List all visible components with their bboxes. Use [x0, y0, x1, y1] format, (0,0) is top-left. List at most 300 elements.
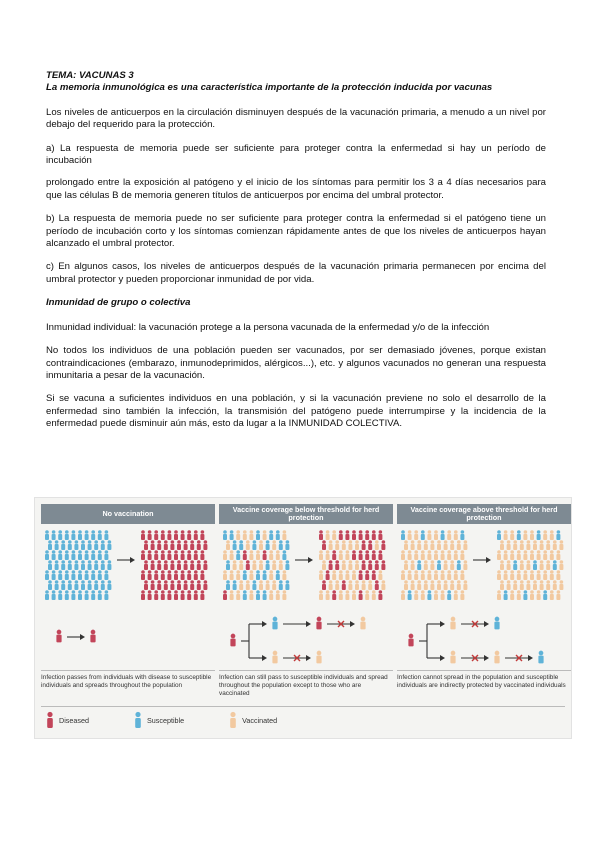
- person-icon: [523, 530, 527, 540]
- person-icon: [427, 590, 431, 600]
- person-icon: [223, 590, 227, 600]
- person-icon: [414, 590, 418, 600]
- person-icon: [447, 590, 451, 600]
- person-icon: [500, 560, 504, 570]
- population-illustration: [397, 524, 571, 670]
- person-icon: [359, 590, 363, 600]
- panel-caption: Infection can still pass to susceptible individuals and spread throughout the population except to those who are vaccinated: [219, 670, 393, 704]
- person-icon: [421, 530, 425, 540]
- person-icon: [550, 570, 554, 580]
- person-icon: [444, 540, 448, 550]
- person-icon: [233, 540, 237, 550]
- person-icon: [98, 530, 102, 540]
- person-icon: [430, 580, 434, 590]
- person-icon: [319, 550, 323, 560]
- person-icon: [365, 550, 369, 560]
- person-icon: [537, 570, 541, 580]
- person-icon: [91, 570, 95, 580]
- person-icon: [223, 550, 227, 560]
- person-icon: [167, 550, 171, 560]
- paragraph: a) La respuesta de memoria puede ser suficiente para proteger contra la enfermedad si hay un período de incubación: [46, 142, 546, 167]
- paragraph: Inmunidad individual: la vacunación protege a la persona vacunada de la enfermedad y/o de la infección: [46, 321, 490, 333]
- person-icon: [177, 560, 181, 570]
- person-icon: [359, 530, 363, 540]
- person-icon: [157, 580, 161, 590]
- legend-item-vaccinated: [228, 711, 277, 729]
- person-icon: [342, 540, 346, 550]
- person-icon: [520, 560, 524, 570]
- person-icon: [345, 530, 349, 540]
- person-icon: [161, 530, 165, 540]
- person-icon: [335, 560, 339, 570]
- person-icon: [71, 530, 75, 540]
- person-icon: [167, 530, 171, 540]
- person-icon: [359, 570, 363, 580]
- person-icon: [187, 530, 191, 540]
- person-icon: [441, 570, 445, 580]
- person-icon: [164, 540, 168, 550]
- section-title: Inmunidad de grupo o colectiva: [46, 297, 191, 309]
- person-icon: [454, 570, 458, 580]
- transmission-arrow: [473, 557, 491, 563]
- person-icon: [526, 540, 530, 550]
- person-icon: [282, 570, 286, 580]
- person-icon: [460, 530, 464, 540]
- person-icon: [332, 530, 336, 540]
- person-icon: [55, 580, 59, 590]
- person-icon: [263, 550, 267, 560]
- person-icon: [550, 590, 554, 600]
- person-icon: [326, 590, 330, 600]
- person-icon: [181, 530, 185, 540]
- person-icon: [497, 590, 501, 600]
- person-icon: [375, 560, 379, 570]
- person-icon: [530, 530, 534, 540]
- person-icon: [282, 530, 286, 540]
- panel-no-vaccination: [41, 504, 215, 700]
- person-icon: [74, 560, 78, 570]
- person-icon: [441, 550, 445, 560]
- person-icon: [460, 590, 464, 600]
- person-icon: [226, 540, 230, 550]
- herd-immunity-figure: [34, 497, 572, 739]
- person-icon: [352, 530, 356, 540]
- person-icon: [427, 550, 431, 560]
- legend-label: Susceptible: [146, 715, 185, 725]
- person-icon: [316, 617, 321, 630]
- person-icon: [533, 580, 537, 590]
- person-icon: [517, 530, 521, 540]
- person-icon: [52, 550, 56, 560]
- person-icon: [543, 570, 547, 580]
- person-icon: [510, 550, 514, 560]
- person-icon: [526, 580, 530, 590]
- person-icon: [256, 570, 260, 580]
- person-icon: [184, 580, 188, 590]
- person-icon: [411, 580, 415, 590]
- person-icon: [74, 540, 78, 550]
- person-icon: [203, 580, 207, 590]
- person-icon: [148, 570, 152, 580]
- person-icon: [360, 617, 365, 630]
- person-icon: [368, 540, 372, 550]
- person-icon: [375, 580, 379, 590]
- person-icon: [157, 540, 161, 550]
- person-icon: [45, 711, 55, 729]
- person-icon: [523, 590, 527, 600]
- person-icon: [550, 550, 554, 560]
- person-icon: [279, 540, 283, 550]
- person-icon: [161, 570, 165, 580]
- person-icon: [408, 550, 412, 560]
- person-icon: [463, 540, 467, 550]
- paragraph: No todos los individuos de una población pueden ser vacunados, por ser demasiado jóvenes, porque existan contraindicaciones (embarazo, inmunodeprimidos, alérgicos...), etc. y algunos vacunados no generan una respuesta inmunitaria a pesar de la vacunación.: [46, 345, 546, 381]
- person-icon: [282, 550, 286, 560]
- person-icon: [279, 580, 283, 590]
- person-icon: [460, 550, 464, 560]
- person-icon: [454, 550, 458, 560]
- person-icon: [230, 550, 234, 560]
- legend-label: Diseased: [59, 715, 89, 725]
- person-icon: [263, 590, 267, 600]
- person-icon: [401, 570, 405, 580]
- person-icon: [556, 530, 560, 540]
- person-icon: [246, 560, 250, 570]
- person-icon: [144, 580, 148, 590]
- person-icon: [279, 560, 283, 570]
- person-icon: [272, 580, 276, 590]
- person-icon: [335, 580, 339, 590]
- page-subtitle: La memoria inmunológica es una característica importante de la protección inducida por vacunas: [46, 82, 493, 94]
- person-icon: [167, 590, 171, 600]
- person-icon: [272, 540, 276, 550]
- figure-legend: [41, 706, 565, 733]
- person-icon: [335, 540, 339, 550]
- person-icon: [65, 570, 69, 580]
- document-body: [46, 70, 546, 442]
- person-icon: [540, 580, 544, 590]
- person-icon: [94, 540, 98, 550]
- person-icon: [48, 560, 52, 570]
- person-icon: [342, 580, 346, 590]
- person-icon: [233, 560, 237, 570]
- person-icon: [256, 530, 260, 540]
- person-icon: [233, 580, 237, 590]
- person-icon: [200, 590, 204, 600]
- person-icon: [411, 560, 415, 570]
- person-icon: [444, 560, 448, 570]
- person-icon: [104, 570, 108, 580]
- person-icon: [151, 540, 155, 550]
- panel-above-threshold: [397, 504, 571, 700]
- person-icon: [104, 590, 108, 600]
- person-icon: [520, 580, 524, 590]
- person-icon: [447, 550, 451, 560]
- person-icon: [504, 590, 508, 600]
- person-icon: [447, 530, 451, 540]
- person-icon: [372, 530, 376, 540]
- person-icon: [504, 550, 508, 560]
- person-icon: [71, 550, 75, 560]
- person-icon: [148, 550, 152, 560]
- person-icon: [246, 540, 250, 550]
- person-icon: [417, 540, 421, 550]
- person-icon: [194, 570, 198, 580]
- person-icon: [282, 590, 286, 600]
- person-icon: [329, 540, 333, 550]
- person-icon: [378, 550, 382, 560]
- person-icon: [58, 550, 62, 560]
- person-icon: [236, 550, 240, 560]
- person-icon: [414, 550, 418, 560]
- person-icon: [339, 590, 343, 600]
- population-illustration: [219, 524, 393, 670]
- person-icon: [504, 570, 508, 580]
- person-icon: [332, 570, 336, 580]
- paragraph: c) En algunos casos, los niveles de anticuerpos después de la vacunación primaria permanecen por encima del umbral protector y pueden proporcionar inmunidad de por vida.: [46, 261, 546, 285]
- person-icon: [441, 590, 445, 600]
- person-icon: [401, 590, 405, 600]
- person-icon: [203, 560, 207, 570]
- person-icon: [81, 540, 85, 550]
- person-icon: [197, 540, 201, 550]
- person-icon: [148, 530, 152, 540]
- person-icon: [223, 530, 227, 540]
- person-icon: [517, 570, 521, 580]
- person-icon: [444, 580, 448, 590]
- person-icon: [339, 570, 343, 580]
- person-icon: [460, 570, 464, 580]
- person-icon: [269, 530, 273, 540]
- person-icon: [404, 540, 408, 550]
- person-icon: [355, 580, 359, 590]
- person-icon: [90, 630, 95, 643]
- person-icon: [252, 560, 256, 570]
- person-icon: [78, 550, 82, 560]
- person-icon: [339, 530, 343, 540]
- person-icon: [533, 540, 537, 550]
- person-icon: [272, 617, 277, 630]
- person-icon: [401, 550, 405, 560]
- person-icon: [133, 711, 143, 729]
- person-icon: [543, 530, 547, 540]
- person-icon: [447, 570, 451, 580]
- person-icon: [91, 530, 95, 540]
- person-icon: [246, 580, 250, 590]
- person-icon: [194, 590, 198, 600]
- person-icon: [190, 580, 194, 590]
- person-icon: [381, 560, 385, 570]
- person-icon: [497, 530, 501, 540]
- person-icon: [48, 540, 52, 550]
- person-icon: [181, 590, 185, 600]
- person-icon: [78, 570, 82, 580]
- person-icon: [101, 540, 105, 550]
- person-icon: [494, 651, 499, 664]
- person-icon: [322, 560, 326, 570]
- person-icon: [530, 590, 534, 600]
- person-icon: [285, 540, 289, 550]
- person-icon: [319, 530, 323, 540]
- person-icon: [517, 590, 521, 600]
- person-icon: [427, 530, 431, 540]
- person-icon: [266, 540, 270, 550]
- person-icon: [194, 550, 198, 560]
- person-icon: [194, 530, 198, 540]
- person-icon: [454, 590, 458, 600]
- page-title: TEMA: VACUNAS 3: [46, 70, 134, 81]
- person-icon: [329, 560, 333, 570]
- person-icon: [45, 590, 49, 600]
- person-icon: [107, 580, 111, 590]
- person-icon: [411, 540, 415, 550]
- paragraph: prolongado entre la exposición al patógeno y el inicio de los síntomas para permitir los 3 a 4 días necesarios para que las células B de memoria generen títulos de anticuerpos por encima del umbral protector.: [46, 177, 546, 201]
- person-icon: [256, 590, 260, 600]
- blocked-transmission-arrow: [461, 621, 489, 627]
- person-icon: [454, 530, 458, 540]
- person-icon: [52, 570, 56, 580]
- person-icon: [55, 540, 59, 550]
- person-icon: [537, 550, 541, 560]
- person-icon: [421, 590, 425, 600]
- person-icon: [141, 570, 145, 580]
- person-icon: [58, 590, 62, 600]
- person-icon: [236, 530, 240, 540]
- person-icon: [184, 540, 188, 550]
- person-icon: [56, 630, 61, 643]
- person-icon: [230, 570, 234, 580]
- blocked-transmission-arrow: [505, 655, 533, 661]
- person-icon: [230, 590, 234, 600]
- person-icon: [546, 540, 550, 550]
- person-icon: [533, 560, 537, 570]
- person-icon: [401, 530, 405, 540]
- person-icon: [61, 580, 65, 590]
- person-icon: [457, 560, 461, 570]
- person-icon: [259, 580, 263, 590]
- person-icon: [81, 560, 85, 570]
- blocked-transmission-arrow: [461, 655, 489, 661]
- person-icon: [154, 590, 158, 600]
- person-icon: [434, 550, 438, 560]
- person-icon: [538, 651, 543, 664]
- person-icon: [200, 570, 204, 580]
- person-icon: [223, 570, 227, 580]
- person-icon: [362, 560, 366, 570]
- person-icon: [345, 590, 349, 600]
- person-icon: [243, 550, 247, 560]
- person-icon: [58, 530, 62, 540]
- person-icon: [269, 550, 273, 560]
- person-icon: [61, 560, 65, 570]
- person-icon: [228, 711, 238, 729]
- person-icon: [500, 540, 504, 550]
- person-icon: [348, 580, 352, 590]
- person-icon: [523, 570, 527, 580]
- person-icon: [276, 570, 280, 580]
- person-icon: [85, 570, 89, 580]
- person-icon: [553, 580, 557, 590]
- person-icon: [164, 560, 168, 570]
- person-icon: [450, 580, 454, 590]
- panel-caption: Infection cannot spread in the population and susceptible individuals are indirectly protected by vaccinated individuals: [397, 670, 571, 704]
- person-icon: [550, 530, 554, 540]
- person-icon: [559, 580, 563, 590]
- person-icon: [177, 580, 181, 590]
- person-icon: [269, 570, 273, 580]
- transmission-arrow: [249, 655, 267, 661]
- person-icon: [372, 590, 376, 600]
- transmission-arrow: [249, 621, 267, 627]
- person-icon: [167, 570, 171, 580]
- person-icon: [174, 550, 178, 560]
- person-icon: [276, 550, 280, 560]
- person-icon: [65, 550, 69, 560]
- person-icon: [141, 590, 145, 600]
- person-icon: [285, 580, 289, 590]
- person-icon: [239, 540, 243, 550]
- person-icon: [463, 580, 467, 590]
- person-icon: [372, 550, 376, 560]
- person-icon: [537, 530, 541, 540]
- person-icon: [65, 590, 69, 600]
- person-icon: [107, 560, 111, 570]
- person-icon: [378, 570, 382, 580]
- person-icon: [345, 550, 349, 560]
- person-icon: [187, 570, 191, 580]
- person-icon: [170, 560, 174, 570]
- person-icon: [144, 560, 148, 570]
- person-icon: [319, 590, 323, 600]
- person-icon: [68, 560, 72, 570]
- legend-label: Vaccinated: [242, 715, 278, 725]
- person-icon: [424, 580, 428, 590]
- person-icon: [417, 580, 421, 590]
- person-icon: [365, 570, 369, 580]
- person-icon: [540, 540, 544, 550]
- legend-item-susceptible: [133, 711, 184, 729]
- person-icon: [252, 580, 256, 590]
- person-icon: [190, 560, 194, 570]
- person-icon: [269, 590, 273, 600]
- person-icon: [441, 530, 445, 540]
- person-icon: [352, 550, 356, 560]
- person-icon: [141, 550, 145, 560]
- person-icon: [417, 560, 421, 570]
- transmission-arrow: [427, 621, 445, 627]
- person-icon: [553, 540, 557, 550]
- person-icon: [65, 530, 69, 540]
- person-icon: [107, 540, 111, 550]
- person-icon: [151, 580, 155, 590]
- transmission-arrow: [295, 557, 313, 563]
- person-icon: [187, 590, 191, 600]
- person-icon: [352, 570, 356, 580]
- person-icon: [450, 540, 454, 550]
- person-icon: [61, 540, 65, 550]
- person-icon: [181, 550, 185, 560]
- person-icon: [177, 540, 181, 550]
- person-icon: [174, 530, 178, 540]
- person-icon: [559, 560, 563, 570]
- person-icon: [434, 590, 438, 600]
- person-icon: [355, 560, 359, 570]
- person-icon: [556, 570, 560, 580]
- person-icon: [362, 580, 366, 590]
- person-icon: [463, 560, 467, 570]
- person-icon: [368, 560, 372, 570]
- person-icon: [543, 550, 547, 560]
